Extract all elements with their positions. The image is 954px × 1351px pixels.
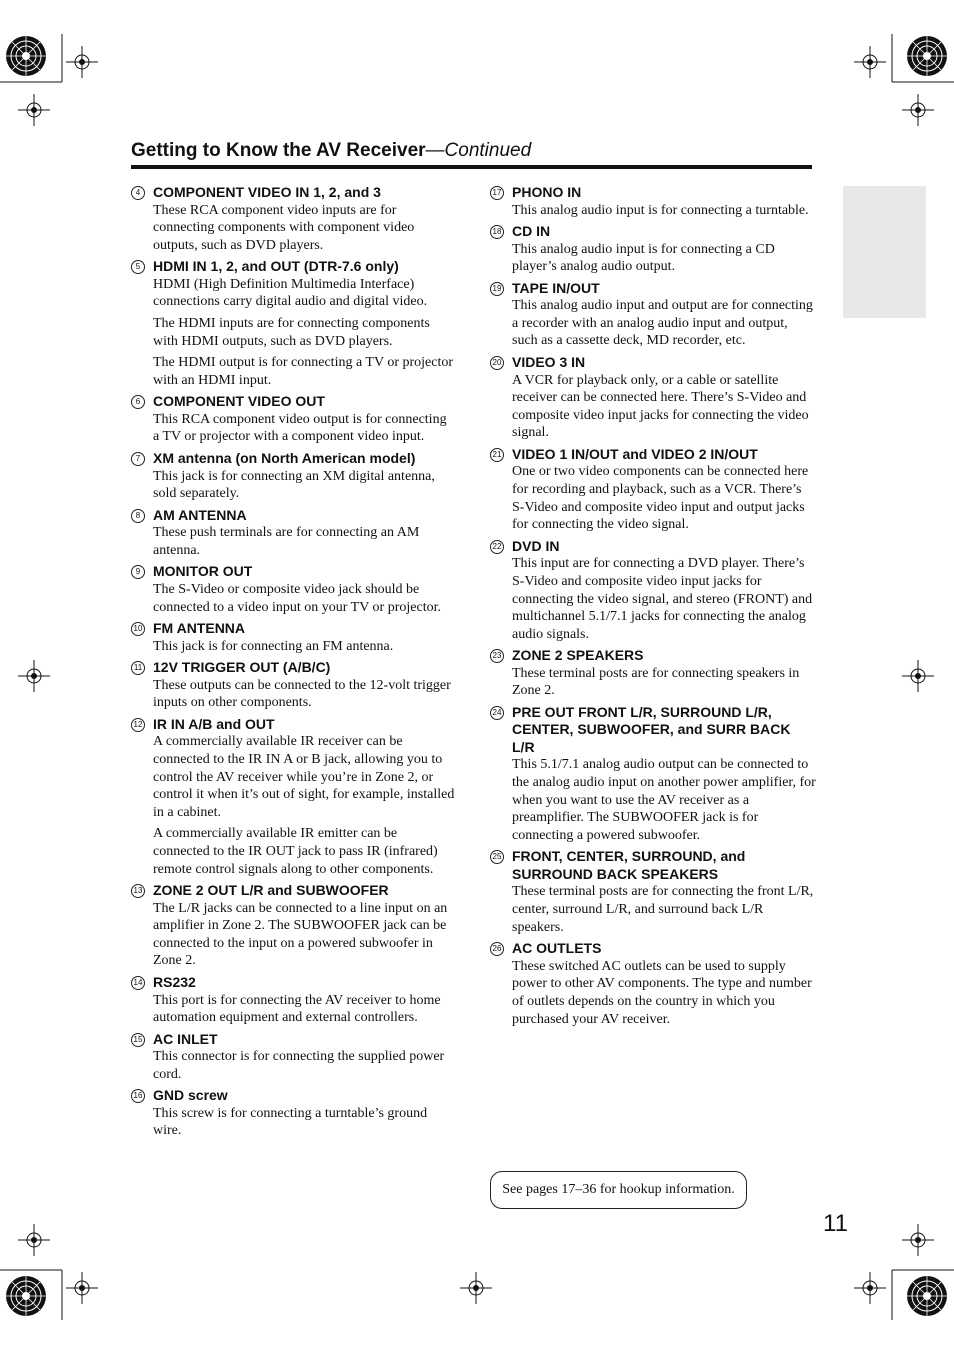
page-title	[131, 140, 531, 162]
item-description: This port is for connecting the AV receiver to home automation equipment and external controllers.	[153, 992, 441, 1026]
item-heading	[490, 538, 816, 556]
item-heading	[490, 647, 816, 665]
left-column	[131, 184, 456, 1144]
list-item	[131, 563, 456, 616]
item-heading	[131, 184, 456, 202]
item-heading	[131, 393, 456, 411]
item-heading-text: DVD IN	[512, 537, 560, 554]
item-heading-text: IR IN A/B and OUT	[153, 715, 275, 732]
right-column	[490, 184, 816, 1032]
item-description: These push terminals are for connecting an AM antenna.	[153, 525, 420, 558]
item-heading	[131, 258, 456, 276]
item-heading	[490, 704, 816, 757]
item-number: 19	[490, 282, 504, 296]
item-heading	[131, 716, 456, 734]
item-number: 22	[490, 540, 504, 554]
item-number: 20	[490, 356, 504, 370]
item-heading-text: COMPONENT VIDEO OUT	[153, 393, 325, 410]
item-number: 13	[131, 884, 145, 898]
item-heading-text: XM antenna (on North American model)	[153, 450, 416, 467]
list-item	[490, 848, 816, 936]
item-heading	[490, 223, 816, 241]
page-number: 11	[823, 1210, 848, 1237]
item-number: 21	[490, 448, 504, 462]
item-heading-text: RS232	[153, 974, 196, 990]
item-number: 14	[131, 976, 145, 990]
item-heading-text: AM ANTENNA	[153, 506, 247, 523]
item-number: 7	[131, 452, 145, 466]
list-item	[131, 507, 456, 560]
list-item	[131, 1087, 456, 1140]
item-heading	[490, 940, 816, 958]
item-description: These switched AC outlets can be used to supply power to other AV components. The type and number of outlets depends on the country in which you purchased your AV receiver.	[512, 958, 812, 1027]
item-description: This RCA component video output is for connecting a TV or projector with a component video input.	[153, 411, 447, 445]
item-heading-text: ZONE 2 SPEAKERS	[512, 647, 644, 664]
list-item	[490, 354, 816, 442]
item-description: These outputs can be connected to the 12-volt trigger inputs on other components.	[153, 677, 451, 711]
item-heading	[490, 184, 816, 202]
list-item	[131, 659, 456, 712]
side-tab	[843, 186, 926, 318]
item-description: This analog audio input is for connecting a turntable.	[512, 202, 809, 218]
item-description: These terminal posts are for connecting the front L/R, center, surround L/R, and surround back L/R speakers.	[512, 884, 814, 935]
item-description: This input are for connecting a DVD player. There’s S-Video and composite video input jacks for connecting the video signal, and stereo (FRONT) and multichannel 5.1/7.1 jacks for connecting the analog audio signals.	[512, 556, 813, 642]
item-description: This analog audio input and output are for connecting a recorder with an analog audio input and output, such as a cassette deck, MD recorder, etc.	[512, 298, 813, 349]
item-heading-text: PRE OUT FRONT L/R, SURROUND L/R, CENTER, SUBWOOFER, and SURR BACK L/R	[512, 703, 791, 755]
header-rule	[131, 165, 812, 169]
item-heading	[490, 354, 816, 372]
item-description: This 5.1/7.1 analog audio output can be connected to the analog audio input on another power amplifier, for when you want to use the AV receiver as a preamplifier. The SUBWOOFER jack is for connecting a powered subwoofer.	[512, 757, 816, 843]
list-item	[131, 258, 456, 389]
item-description: These terminal posts are for connecting speakers in Zone 2.	[512, 665, 800, 699]
item-heading-text: COMPONENT VIDEO IN 1, 2, and 3	[153, 184, 381, 200]
item-heading	[131, 507, 456, 525]
item-number: 26	[490, 942, 504, 956]
item-heading-text: PHONO IN	[512, 184, 582, 200]
list-item	[490, 647, 816, 700]
item-heading	[131, 620, 456, 638]
list-item	[490, 280, 816, 350]
item-heading-text: ZONE 2 OUT L/R and SUBWOOFER	[153, 882, 389, 899]
list-item	[490, 446, 816, 534]
page-title-continued: —Continued	[425, 140, 532, 161]
list-item	[131, 393, 456, 446]
item-number: 6	[131, 395, 145, 409]
item-number: 12	[131, 718, 145, 732]
item-number: 15	[131, 1033, 145, 1047]
list-item	[131, 184, 456, 254]
item-heading-text: CD IN	[512, 223, 551, 240]
item-description: This jack is for connecting an XM digital antenna, sold separately.	[153, 468, 435, 502]
item-heading	[131, 1087, 456, 1105]
list-item	[490, 184, 816, 219]
item-number: 9	[131, 565, 145, 579]
item-description: This screw is for connecting a turntable’s ground wire.	[153, 1105, 428, 1139]
item-heading	[131, 1031, 456, 1049]
item-heading-text: VIDEO 1 IN/OUT and VIDEO 2 IN/OUT	[512, 445, 758, 462]
item-number: 18	[490, 225, 504, 239]
list-item	[131, 1031, 456, 1084]
item-number: 11	[131, 661, 145, 675]
list-item	[490, 538, 816, 643]
list-item	[490, 223, 816, 276]
list-item	[131, 882, 456, 970]
item-heading	[490, 446, 816, 464]
item-number: 23	[490, 649, 504, 663]
list-item	[131, 974, 456, 1027]
item-description: The S-Video or composite video jack should be connected to a video input on your TV or projector.	[153, 581, 441, 615]
item-heading	[131, 450, 456, 468]
item-description: This analog audio input is for connecting a CD player’s analog audio output.	[512, 241, 775, 275]
list-item	[131, 620, 456, 655]
item-heading	[131, 659, 456, 677]
item-description: A commercially available IR emitter can be connected to the IR OUT jack to pass IR (infrared) remote control signals along to other components.	[153, 826, 438, 877]
item-description: This jack is for connecting an FM antenna.	[153, 638, 394, 654]
item-heading-text: GND screw	[153, 1087, 228, 1104]
item-heading	[131, 882, 456, 900]
item-heading-text: 12V TRIGGER OUT (A/B/C)	[153, 659, 331, 676]
item-heading-text: FM ANTENNA	[153, 620, 246, 637]
item-number: 4	[131, 186, 145, 200]
list-item	[131, 716, 456, 878]
item-heading	[490, 848, 816, 883]
item-number: 16	[131, 1089, 145, 1103]
item-description: This connector is for connecting the supplied power cord.	[153, 1049, 445, 1082]
hookup-note: See pages 17–36 for hookup information.	[490, 1171, 747, 1209]
list-item	[131, 450, 456, 503]
list-item	[490, 704, 816, 844]
item-description: The L/R jacks can be connected to a line input on an amplifier in Zone 2. The SUBWOOFER jack can be connected to the input on a powered subwoofer in Zone 2.	[153, 900, 448, 969]
item-heading	[131, 563, 456, 581]
item-description: HDMI (High Definition Multimedia Interface) connections carry digital audio and digital video.	[153, 276, 428, 310]
item-description: These RCA component video inputs are for connecting components with component video outputs, such as DVD players.	[153, 202, 415, 253]
item-number: 5	[131, 260, 145, 274]
item-heading-text: AC INLET	[153, 1030, 218, 1047]
item-heading	[131, 974, 456, 992]
item-description: The HDMI inputs are for connecting components with HDMI outputs, such as DVD players.	[153, 315, 430, 349]
item-heading-text: HDMI IN 1, 2, and OUT (DTR-7.6 only)	[153, 258, 399, 275]
item-heading-text: MONITOR OUT	[153, 563, 253, 580]
item-number: 25	[490, 850, 504, 864]
item-heading-text: AC OUTLETS	[512, 940, 602, 957]
item-description: A VCR for playback only, or a cable or satellite receiver can be connected here. There’s S-Video and composite video input jacks for connecting the video signal.	[512, 372, 809, 441]
item-number: 24	[490, 706, 504, 720]
item-description: One or two video components can be connected here for recording and playback, such as a VCR. There’s S-Video and composite video input and output jacks for connecting the video signal.	[512, 464, 809, 533]
item-description: A commercially available IR receiver can be connected to the IR IN A or B jack, allowing you to control the AV receiver while you’re in Zone 2, or control it when it’s out of sight, for example, installed in a cabinet.	[153, 734, 455, 820]
item-heading-text: FRONT, CENTER, SURROUND, and SURROUND BACK SPEAKERS	[512, 848, 746, 882]
page-title-main: Getting to Know the AV Receiver	[131, 140, 426, 161]
item-description: The HDMI output is for connecting a TV or projector with an HDMI input.	[153, 355, 454, 388]
item-heading-text: VIDEO 3 IN	[512, 354, 586, 371]
list-item	[490, 940, 816, 1028]
item-number: 10	[131, 622, 145, 636]
item-number: 17	[490, 186, 504, 200]
item-heading	[490, 280, 816, 298]
item-heading-text: TAPE IN/OUT	[512, 279, 600, 296]
item-number: 8	[131, 509, 145, 523]
